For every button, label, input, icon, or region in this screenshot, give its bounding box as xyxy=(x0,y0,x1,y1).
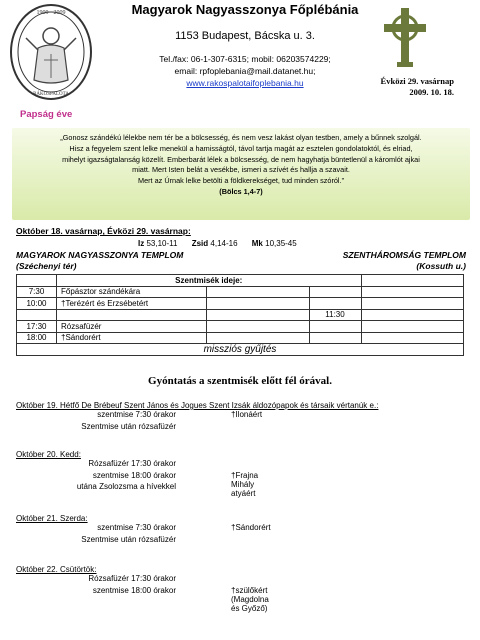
website-link[interactable]: www.rakospalotaifoplebania.hu xyxy=(186,78,304,88)
church-left xyxy=(16,250,183,272)
mission-collection-note: missziós gyűjtés xyxy=(17,344,464,356)
list-item xyxy=(16,482,176,494)
parish-seal-logo xyxy=(8,2,94,102)
reading-ref: 10,35-45 xyxy=(265,239,297,248)
mass-time: 10:00 xyxy=(17,298,57,310)
service-time: Szentmise után rózsafüzér xyxy=(81,534,176,544)
mass-intention: Rózsafüzér xyxy=(57,321,207,333)
seal-years: 1909 - 2009 xyxy=(36,10,66,16)
quote-line: mihelyt igazságtalanság közelít. Emberbarát lélek a bölcsesség, de nem hagyhatja büntetlenül a káromlót ajkai xyxy=(62,154,420,164)
service-time: szentmise 18:00 órakor xyxy=(92,470,176,480)
table-row xyxy=(17,298,464,310)
parish-address: 1153 Budapest, Bácska u. 3. xyxy=(175,30,315,42)
reading-ref: 4,14-16 xyxy=(210,239,238,248)
mass-time: 7:30 xyxy=(17,286,57,298)
contact-block xyxy=(120,53,370,89)
mass-time: 18:00 xyxy=(17,332,57,344)
readings-line xyxy=(138,239,297,248)
church-left-name: MAGYAROK NAGYASSZONYA TEMPLOM xyxy=(16,250,184,260)
seal-bottom-text: RÁKOSPALOTA xyxy=(33,92,69,97)
mass-time-2 xyxy=(309,298,361,310)
church-right-name: SZENTHÁROMSÁG TEMPLOM xyxy=(342,250,466,260)
quote-reference: (Bölcs 1,4-7) xyxy=(219,186,263,196)
reading-book: Mk xyxy=(251,239,263,248)
phone-line: Tel./fax: 06-1-307-6315; mobil: 06203574229; xyxy=(159,54,331,64)
day-title: Október 19. Hétfő De Brébeuf Szent János és Jogues Szent Izsák áldozópapok és társaik vértanúk e.: xyxy=(16,401,379,410)
reading-book: Zsid xyxy=(191,239,209,248)
bulletin-date: 2009. 10. 18. xyxy=(409,87,454,97)
service-time: szentmise 7:30 órakor xyxy=(97,410,176,419)
confession-notice: Gyóntatás a szentmisék előtt fél órával. xyxy=(148,375,332,387)
mass-time-2 xyxy=(309,332,361,344)
mass-time: 17:30 xyxy=(17,321,57,333)
quote-line: Mert az Úrnak lelke betölti a földkerekséget, tud minden szóról.” xyxy=(137,176,345,186)
church-right xyxy=(300,250,466,272)
day-title: Október 22. Csütörtök: xyxy=(16,565,97,574)
quote-line: Hisz a fegyelem szent lelke menekül a hamisságtól, távol tartja magát az esztelen gondolatoktól, és elriad, xyxy=(69,143,413,153)
service-time: Rózsafüzér 17:30 órakor xyxy=(88,459,176,468)
day-block xyxy=(16,565,269,613)
church-right-location: (Kossuth u.) xyxy=(416,261,466,271)
day-title: Október 21. Szerda: xyxy=(16,514,88,523)
year-label: Papság éve xyxy=(20,109,73,120)
celtic-cross-icon xyxy=(380,6,430,68)
service-intention: †Frajna Mihály atyáért xyxy=(231,470,259,498)
scripture-quote-box xyxy=(12,128,470,220)
service-time: szentmise 18:00 órakor xyxy=(92,585,176,595)
table-row xyxy=(17,332,464,344)
day-block xyxy=(16,401,378,433)
mass-intention: †Sándorért xyxy=(57,332,207,344)
list-item xyxy=(16,410,378,422)
service-time: Szentmise után rózsafüzér xyxy=(81,421,176,431)
mass-time-2: 11:30 xyxy=(309,309,361,321)
service-intention: †Sándorért xyxy=(231,523,271,532)
quote-line: miatt. Mert Isten belát a vesékbe, ismeri a szívét és hallja a szavait. xyxy=(132,165,350,175)
service-time: utána Zsolozsma a hívekkel xyxy=(76,482,176,491)
mass-time-2 xyxy=(309,286,361,298)
table-header: Szentmisék ideje: xyxy=(57,275,362,287)
reading-book: Iz xyxy=(138,239,145,248)
list-item xyxy=(16,574,176,586)
service-time: szentmise 7:30 órakor xyxy=(97,523,176,532)
email-line: email: rpfoplebania@mail.datanet.hu; xyxy=(174,66,316,76)
day-title: Október 20. Kedd: xyxy=(16,450,81,459)
mass-time-2 xyxy=(309,321,361,333)
list-item xyxy=(16,422,378,434)
mass-intention xyxy=(57,309,207,321)
reading-ref: 53,10-11 xyxy=(146,239,178,248)
mass-schedule-table xyxy=(16,274,464,356)
mass-intention: Főpásztor szándékára xyxy=(57,286,207,298)
sunday-info xyxy=(350,76,454,98)
sunday-name: Évközi 29. vasárnap xyxy=(380,76,454,86)
mass-time xyxy=(17,309,57,321)
day-block xyxy=(16,450,259,498)
church-left-location: (Széchenyi tér) xyxy=(16,261,77,271)
service-intention: †szülőkért (Magdolna és Győző) xyxy=(231,585,269,613)
parish-name: Magyarok Nagyasszonya Főplébánia xyxy=(131,2,359,17)
table-row xyxy=(17,309,464,321)
quote-line: „Gonosz szándékú lélekbe nem tér be a bölcsesség, és nem vesz lakást olyan testben, amely a bűnnek szolgál. xyxy=(60,133,422,142)
table-row xyxy=(17,286,464,298)
list-item xyxy=(16,534,176,547)
list-item xyxy=(16,523,271,535)
day-block xyxy=(16,514,271,546)
service-intention: †Ilonáért xyxy=(231,410,263,419)
mass-intention: †Terézért és Erzsébetért xyxy=(57,298,207,310)
service-time: Rózsafüzér 17:30 órakor xyxy=(88,574,176,583)
sunday-heading: Október 18. vasárnap, Évközi 29. vasárnap: xyxy=(16,226,191,236)
list-item xyxy=(16,459,176,471)
list-item xyxy=(16,585,269,613)
table-row xyxy=(17,321,464,333)
